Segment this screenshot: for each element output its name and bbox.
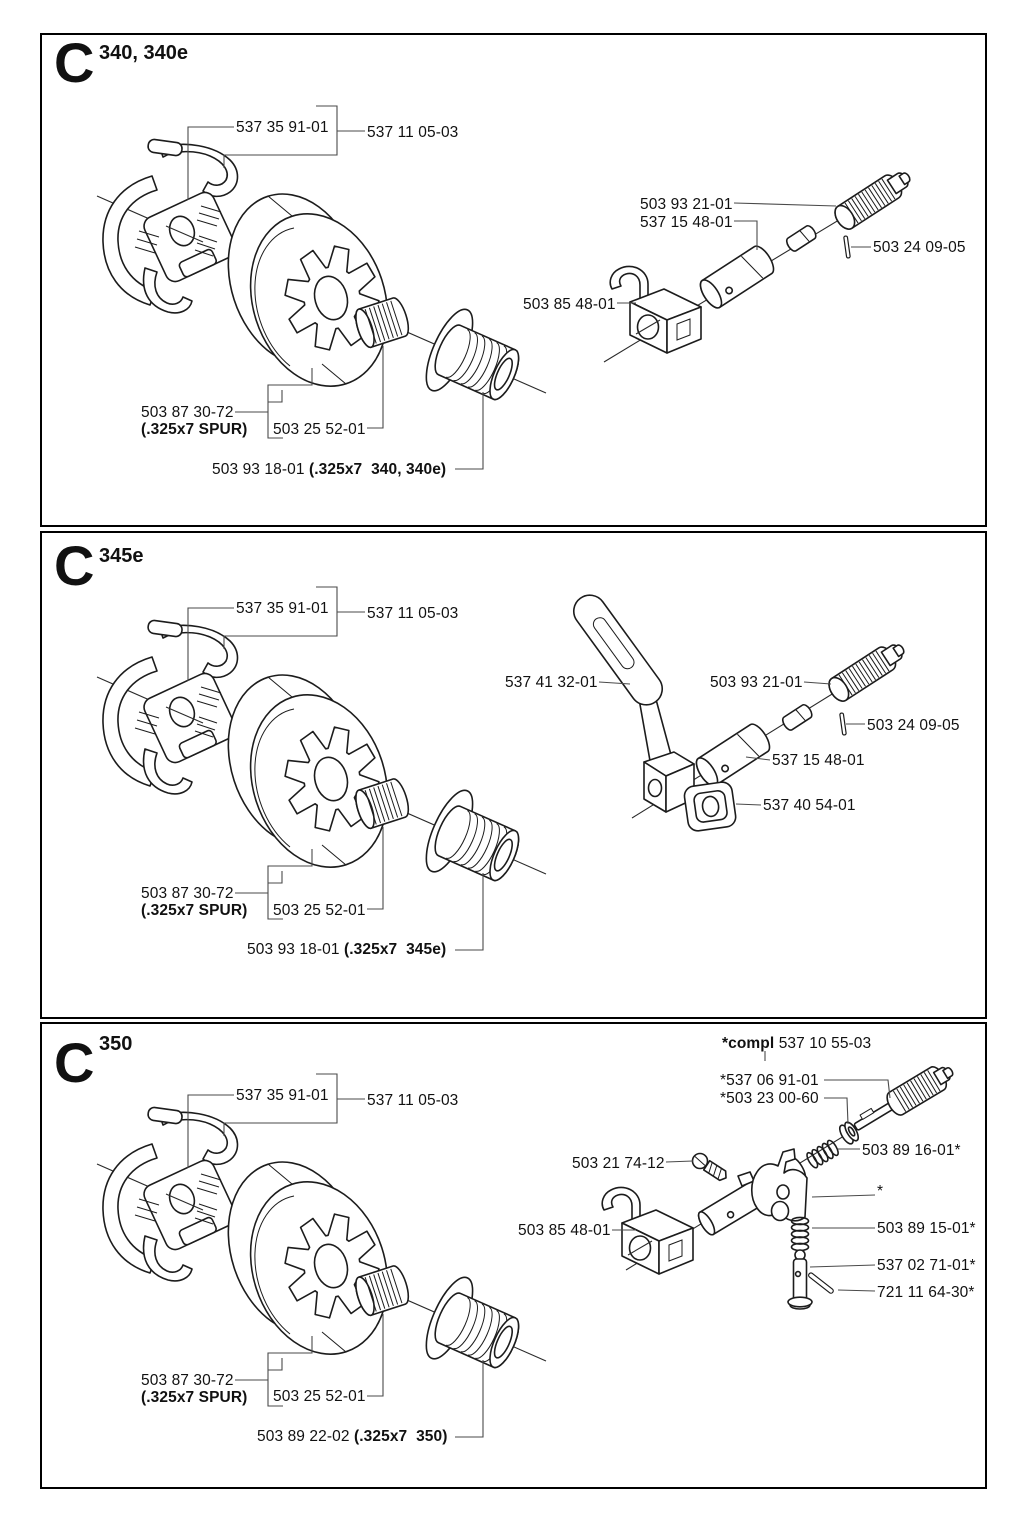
part-label-worm-gear-340: 503 93 21-01 <box>640 196 733 213</box>
plunger-drawing <box>788 1250 812 1309</box>
model-title-350: 350 <box>99 1033 133 1055</box>
part-label-sprocket-340: 503 93 18-01 (.325x7 340, 340e) <box>212 461 447 478</box>
part-label-pin-340: 503 24 09-05 <box>873 239 966 256</box>
oil-pump-340-drawing <box>604 165 916 362</box>
part-label-pump-drive-340: 537 15 48-01 <box>640 214 733 231</box>
part-label-washer-350: *503 23 00-60 <box>720 1090 819 1107</box>
section-letter-340: C <box>54 31 95 94</box>
part-label-clutch-drum-345e: 503 87 30-72 (.325x7 SPUR) <box>141 885 248 919</box>
part-label-sprocket-350: 503 89 22-02 (.325x7 350) <box>257 1428 448 1445</box>
part-label-clutch-spring-340: 537 35 91-01 <box>236 119 329 136</box>
part-label-spring-lower-350: 503 89 15-01* <box>877 1220 976 1237</box>
part-label-clutch-drum-350: 503 87 30-72 (.325x7 SPUR) <box>141 1372 248 1406</box>
part-label-pump-arm-350: * <box>877 1183 884 1200</box>
part-label-clutch-spring-350: 537 35 91-01 <box>236 1087 329 1104</box>
part-label-clutch-spring-345e: 537 35 91-01 <box>236 600 329 617</box>
section-letter-350: C <box>54 1031 95 1094</box>
part-label-pump-body-350: 503 85 48-01 <box>518 1222 611 1239</box>
worm-shaft-drawing <box>849 1059 958 1139</box>
drive-pin-drawing <box>808 1272 834 1294</box>
spring-upper-drawing <box>805 1139 840 1169</box>
part-label-pump-shaft-350: *537 06 91-01 <box>720 1072 819 1089</box>
part-label-plunger-350: 537 02 71-01* <box>877 1257 976 1274</box>
part-label-pump-complete-350: *compl 537 10 55-03 <box>722 1035 872 1052</box>
part-label-needle-bearing-340: 503 25 52-01 <box>273 421 366 438</box>
part-label-pump-lever-345e: 537 41 32-01 <box>505 674 598 691</box>
part-label-clutch-assy-350: 537 11 05-03 <box>367 1092 459 1109</box>
screw-drawing <box>693 1154 729 1183</box>
oil-pump-345e-drawing <box>567 589 909 832</box>
model-title-340: 340, 340e <box>99 42 188 64</box>
part-label-spring-upper-350: 503 89 16-01* <box>862 1142 961 1159</box>
part-label-needle-bearing-345e: 503 25 52-01 <box>273 902 366 919</box>
section-letter-345e: C <box>54 534 95 597</box>
part-label-sprocket-345e: 503 93 18-01 (.325x7 345e) <box>247 941 447 958</box>
part-label-drive-pin-350: 721 11 64-30* <box>877 1284 975 1301</box>
part-label-pump-body-340: 503 85 48-01 <box>523 296 616 313</box>
model-title-345e: 345e <box>99 545 144 567</box>
part-label-worm-gear-345e: 503 93 21-01 <box>710 674 803 691</box>
pump-cover-drawing <box>683 781 737 832</box>
part-label-pump-cover-345e: 537 40 54-01 <box>763 797 856 814</box>
part-label-clutch-drum-340: 503 87 30-72 (.325x7 SPUR) <box>141 404 248 438</box>
part-label-clutch-assy-340: 537 11 05-03 <box>367 124 459 141</box>
oil-pump-lever-drawing <box>567 589 694 812</box>
pump-arm-drawing <box>752 1149 807 1221</box>
part-label-clutch-assy-345e: 537 11 05-03 <box>367 605 459 622</box>
spring-lower-drawing <box>792 1217 809 1250</box>
part-label-screw-350: 503 21 74-12 <box>572 1155 665 1172</box>
part-label-pin-345e: 503 24 09-05 <box>867 717 960 734</box>
part-label-pump-drive-345e: 537 15 48-01 <box>772 752 865 769</box>
part-label-needle-bearing-350: 503 25 52-01 <box>273 1388 366 1405</box>
